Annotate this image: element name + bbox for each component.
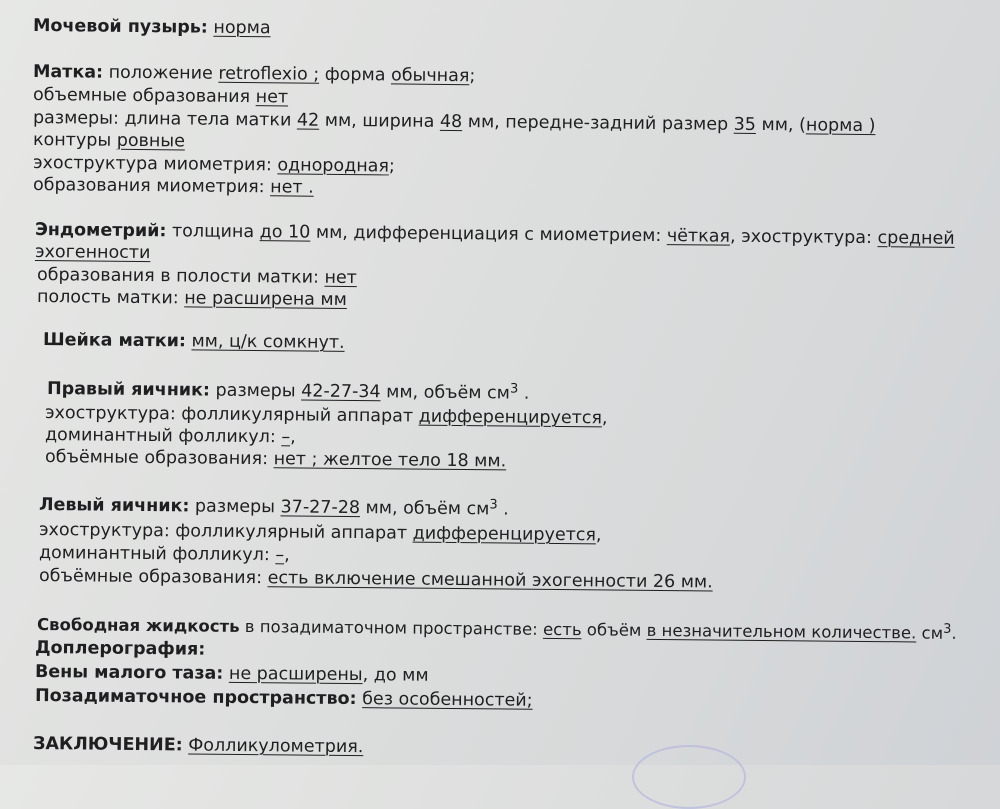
right-ovary-echo-end: , — [601, 408, 608, 429]
cavity-label: полость матки: — [36, 287, 179, 309]
conclusion-line — [33, 733, 364, 758]
pelvic-veins-label: Вены малого таза: — [34, 662, 224, 684]
pelvic-veins-value: не расширены — [228, 663, 363, 686]
uterus-line — [33, 61, 476, 87]
left-ovary-size-value: 37-27-28 — [280, 497, 361, 519]
cavity-value: не расширена мм — [184, 288, 347, 310]
uterus-ap-size: 35 — [733, 114, 757, 135]
right-ovary-masses-label: объёмные образования: — [44, 447, 269, 470]
free-fluid-value: есть — [542, 619, 582, 640]
left-ovary-size-label: размеры — [194, 496, 276, 518]
uterus-form-end: ; — [469, 66, 476, 87]
right-ovary-masses-value: нет ; желтое тело 18 мм. — [273, 449, 507, 472]
left-ovary-dominant-line — [39, 542, 290, 566]
retro-space-line — [35, 685, 533, 712]
endometrium-thickness-label: толщина — [171, 221, 255, 243]
uterus-contours-value: ровные — [116, 130, 186, 152]
left-ovary-echo-value: дифференцируется — [412, 523, 597, 546]
cavity-line — [37, 286, 347, 311]
myometrium-masses-value: нет . — [270, 177, 314, 198]
left-ovary-volume-end: . — [503, 499, 509, 520]
left-ovary-volume-label: мм, объём см — [365, 498, 490, 520]
right-ovary-dominant-line — [45, 424, 296, 448]
uterus-form-label: форма — [324, 64, 386, 86]
right-ovary-volume-label: мм, объём см — [386, 382, 511, 404]
right-ovary-echo-label: эхоструктура: фолликулярный аппарат — [44, 403, 414, 427]
uterus-form-value: обычная — [390, 65, 470, 87]
uterus-position-value: retroflexio ; — [218, 63, 320, 85]
uterus-position-label: положение — [108, 62, 213, 84]
cervix-value: мм, ц/к сомкнут. — [191, 331, 345, 353]
left-ovary-echo-end: , — [595, 525, 602, 546]
bladder-line — [33, 15, 271, 39]
left-ovary-label: Левый яичник: — [38, 495, 190, 517]
uterus-masses-line — [33, 84, 288, 108]
uterus-masses-value: нет — [255, 87, 289, 108]
left-ovary-volume-sup: 3 — [489, 497, 498, 513]
myometrium-masses-label: образования миометрия: — [32, 175, 265, 198]
right-ovary-dominant-value: – — [281, 427, 291, 448]
left-ovary-masses-label: объёмные образования: — [38, 566, 263, 589]
right-ovary-volume-end: . — [523, 383, 530, 404]
conclusion-value: Фолликулометрия. — [188, 735, 364, 758]
cavity-masses-label: образования в полости матки: — [36, 265, 320, 288]
endometrium-label: Эндометрий: — [34, 220, 167, 242]
pelvic-veins-suffix: , до мм — [362, 665, 429, 686]
bladder-label: Мочевой пузырь: — [32, 16, 208, 38]
left-ovary-dominant-label: доминантный фолликул: — [38, 543, 270, 566]
myometrium-masses-line — [33, 174, 314, 199]
stamp-mark — [632, 745, 746, 809]
free-fluid-unit: см — [921, 623, 944, 643]
left-ovary-masses-value: есть включение смешанной эхогенности 26 мм. — [267, 568, 713, 593]
uterus-size-text-2: мм, передне-задний размер — [467, 112, 729, 135]
uterus-masses-label: объемные образования — [32, 85, 251, 108]
left-ovary-echo-label: эхоструктура: фолликулярный аппарат — [38, 520, 408, 544]
endometrium-line — [35, 219, 955, 250]
uterus-contours-line — [33, 129, 185, 152]
right-ovary-size-value: 42-27-34 — [301, 381, 381, 403]
right-ovary-size-label: размеры — [215, 380, 296, 402]
right-ovary-line — [47, 378, 530, 405]
pelvic-veins-line — [35, 661, 429, 687]
retro-space-value: без особенностей; — [362, 689, 533, 711]
myometrium-echo-value: однородная — [277, 155, 390, 177]
doppler-label: Доплерография: — [34, 638, 206, 660]
cavity-masses-value: нет — [324, 267, 357, 289]
uterus-size-text-3: мм, ( — [761, 114, 807, 136]
retro-space-label: Позадиматочное пространство: — [34, 686, 357, 710]
uterus-length: 42 — [296, 110, 320, 131]
endometrium-echo-value-2: эхогенности — [34, 242, 151, 264]
left-ovary-dominant-end: , — [284, 545, 290, 566]
free-fluid-volume-value: в незначительном количестве. — [646, 620, 917, 643]
doppler-line — [35, 637, 205, 661]
bladder-value: норма — [213, 17, 271, 39]
right-ovary-masses-line — [45, 446, 506, 472]
conclusion-label: ЗАКЛЮЧЕНИЕ: — [32, 734, 183, 756]
free-fluid-end: . — [951, 623, 957, 643]
uterus-size-label: размеры: длина тела матки — [32, 108, 292, 131]
free-fluid-text: в позадиматочном пространстве: — [244, 616, 538, 639]
endometrium-echo-cont-line — [35, 241, 151, 264]
endometrium-diff-label: мм, дифференциация с миометрием: — [315, 222, 662, 247]
right-ovary-dominant-end: , — [290, 427, 296, 448]
endometrium-echo-label: , эхоструктура: — [729, 226, 873, 249]
free-fluid-volume-label: объём — [586, 620, 642, 640]
cervix-line — [43, 329, 345, 354]
uterus-size-note: норма ) — [805, 115, 876, 137]
endometrium-diff-value: чёткая — [666, 226, 731, 247]
left-ovary-line — [39, 494, 509, 521]
myometrium-echo-label: эхоструктура миометрия: — [32, 153, 272, 176]
cervix-label: Шейка матки: — [42, 330, 187, 352]
right-ovary-label: Правый яичник: — [46, 379, 211, 401]
endometrium-thickness-value: до 10 — [259, 222, 311, 243]
uterus-label: Матка: — [32, 62, 104, 83]
right-ovary-volume-sup: 3 — [509, 381, 519, 397]
uterus-contours-label: контуры — [32, 130, 112, 151]
uterus-size-text-1: мм, ширина — [324, 110, 435, 132]
left-ovary-dominant-value: – — [275, 545, 285, 566]
myometrium-echo-end: ; — [388, 156, 395, 177]
free-fluid-unit-sup: 3 — [943, 621, 952, 637]
left-ovary-masses-line — [39, 565, 713, 593]
endometrium-echo-value-1: средней — [877, 228, 955, 249]
free-fluid-label: Свободная жидкость — [36, 615, 240, 636]
right-ovary-echo-value: дифференцируется — [418, 406, 603, 429]
cavity-masses-line — [37, 264, 357, 289]
right-ovary-dominant-label: доминантный фолликул: — [44, 425, 276, 448]
uterus-width: 48 — [439, 111, 463, 133]
